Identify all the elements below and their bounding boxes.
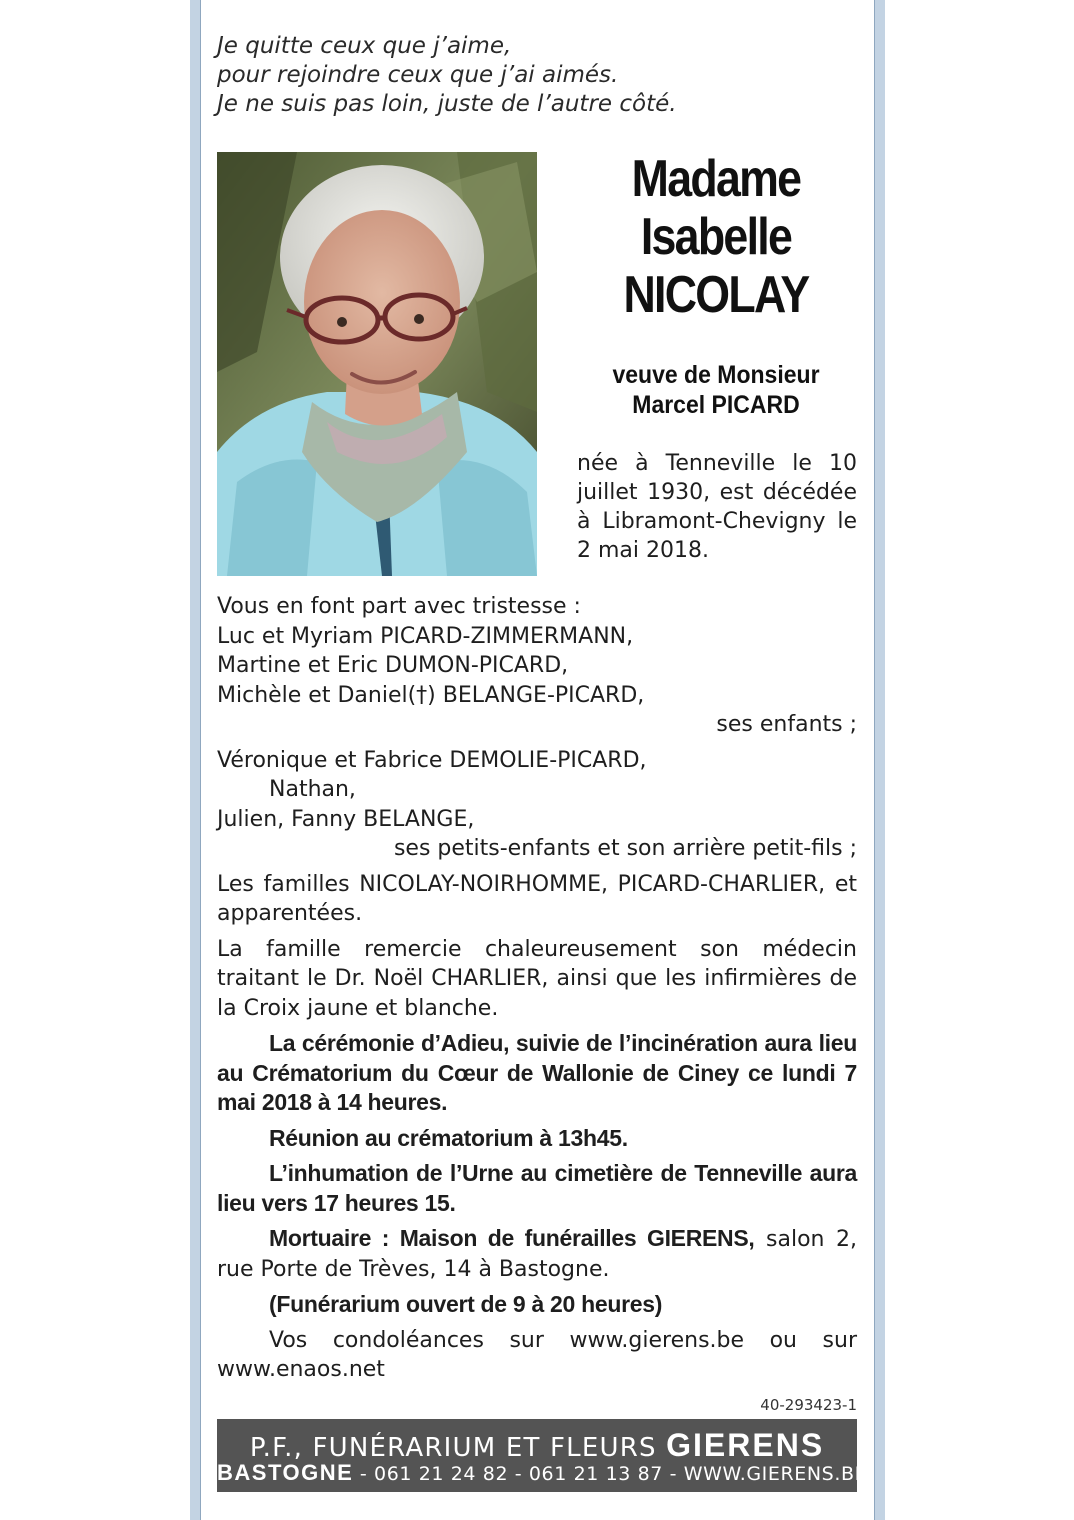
banner-brand: GIERENS xyxy=(666,1427,825,1463)
child-line: Martine et Eric DUMON-PICARD, xyxy=(217,653,569,678)
quote-line: pour rejoindre ceux que j’ai aimés. xyxy=(217,62,619,88)
widow-of xyxy=(586,360,845,420)
name-title: Madame xyxy=(631,150,801,208)
child-line: Luc et Myriam PICARD-ZIMMERMANN, xyxy=(217,623,634,649)
quote-line: Je ne suis pas loin, juste de l’autre côté. xyxy=(217,91,677,117)
intro-line: Vous en font part avec tristesse : xyxy=(217,594,581,619)
grandchild-line: Julien, Fanny BELANGE, xyxy=(217,806,475,832)
thanks-text: La famille remercie chaleureusement son médecin traitant le Dr. Noël CHARLIER, ainsi que les infirmières de la Croix jaune et blanche. xyxy=(217,936,857,1021)
banner-city: BASTOGNE xyxy=(217,1460,354,1485)
announcement-body xyxy=(217,592,857,1385)
funeral-home-banner xyxy=(217,1419,868,1492)
portrait-photo xyxy=(217,152,537,576)
children-label: ses enfants ; xyxy=(716,712,857,737)
ceremony-text: La cérémonie d’Adieu, suivie de l’incinération aura lieu au Crématorium du Cœur de Wallonie de Ciney ce lundi 7 mai 2018 à 14 heures. xyxy=(217,1030,857,1115)
grandchild-line: Véronique et Fabrice DEMOLIE-PICARD, xyxy=(217,747,647,773)
widow-line: Marcel PICARD xyxy=(632,391,800,419)
burial-text: L’inhumation de l’Urne au cimetière de Tenneville aura lieu vers 17 heures 15. xyxy=(217,1160,857,1216)
banner-line-1 xyxy=(217,1427,857,1464)
banner-prefix: P.F., FUNÉRARIUM ET FLEURS xyxy=(249,1433,667,1463)
mortuary-bold: Mortuaire : Maison de funérailles GIERENS, xyxy=(269,1225,755,1251)
epitaph-quote xyxy=(217,32,857,119)
families-text: Les familles NICOLAY-NOIRHOMME, PICARD-CHARLIER, et apparentées. xyxy=(217,871,857,926)
hours-text: (Funérarium ouvert de 9 à 20 heures) xyxy=(269,1291,663,1317)
child-line: Michèle et Daniel(†) BELANGE-PICARD, xyxy=(217,682,645,708)
grandchild-line: Nathan, xyxy=(269,777,356,802)
mortuary-address: salon 2, rue Porte de Trèves, 14 à Bastogne. xyxy=(217,1227,857,1282)
quote-line: Je quitte ceux que j’aime, xyxy=(217,33,512,59)
condolences-text: Vos condoléances sur www.gierens.be ou sur www.enaos.net xyxy=(217,1327,857,1382)
grandchildren-label: ses petits-enfants et son arrière petit-fils ; xyxy=(393,836,857,861)
widow-line: veuve de Monsieur xyxy=(612,361,820,389)
deceased-name xyxy=(575,150,857,324)
banner-contacts: - 061 21 24 82 - 061 21 13 87 - WWW.GIERENS.BE xyxy=(353,1463,868,1485)
banner-line-2 xyxy=(217,1460,868,1486)
reunion-text: Réunion au crématorium à 13h45. xyxy=(269,1124,628,1151)
name-first: Isabelle xyxy=(640,208,792,266)
birth-death-text: née à Tenneville le 10 juillet 1930, est décédée à Libramont-Chevigny le 2 mai 2018. xyxy=(577,451,857,563)
mortuary-text xyxy=(217,1224,857,1284)
name-last: NICOLAY xyxy=(623,266,809,324)
reference-number: 40-293423-1 xyxy=(760,1396,857,1414)
